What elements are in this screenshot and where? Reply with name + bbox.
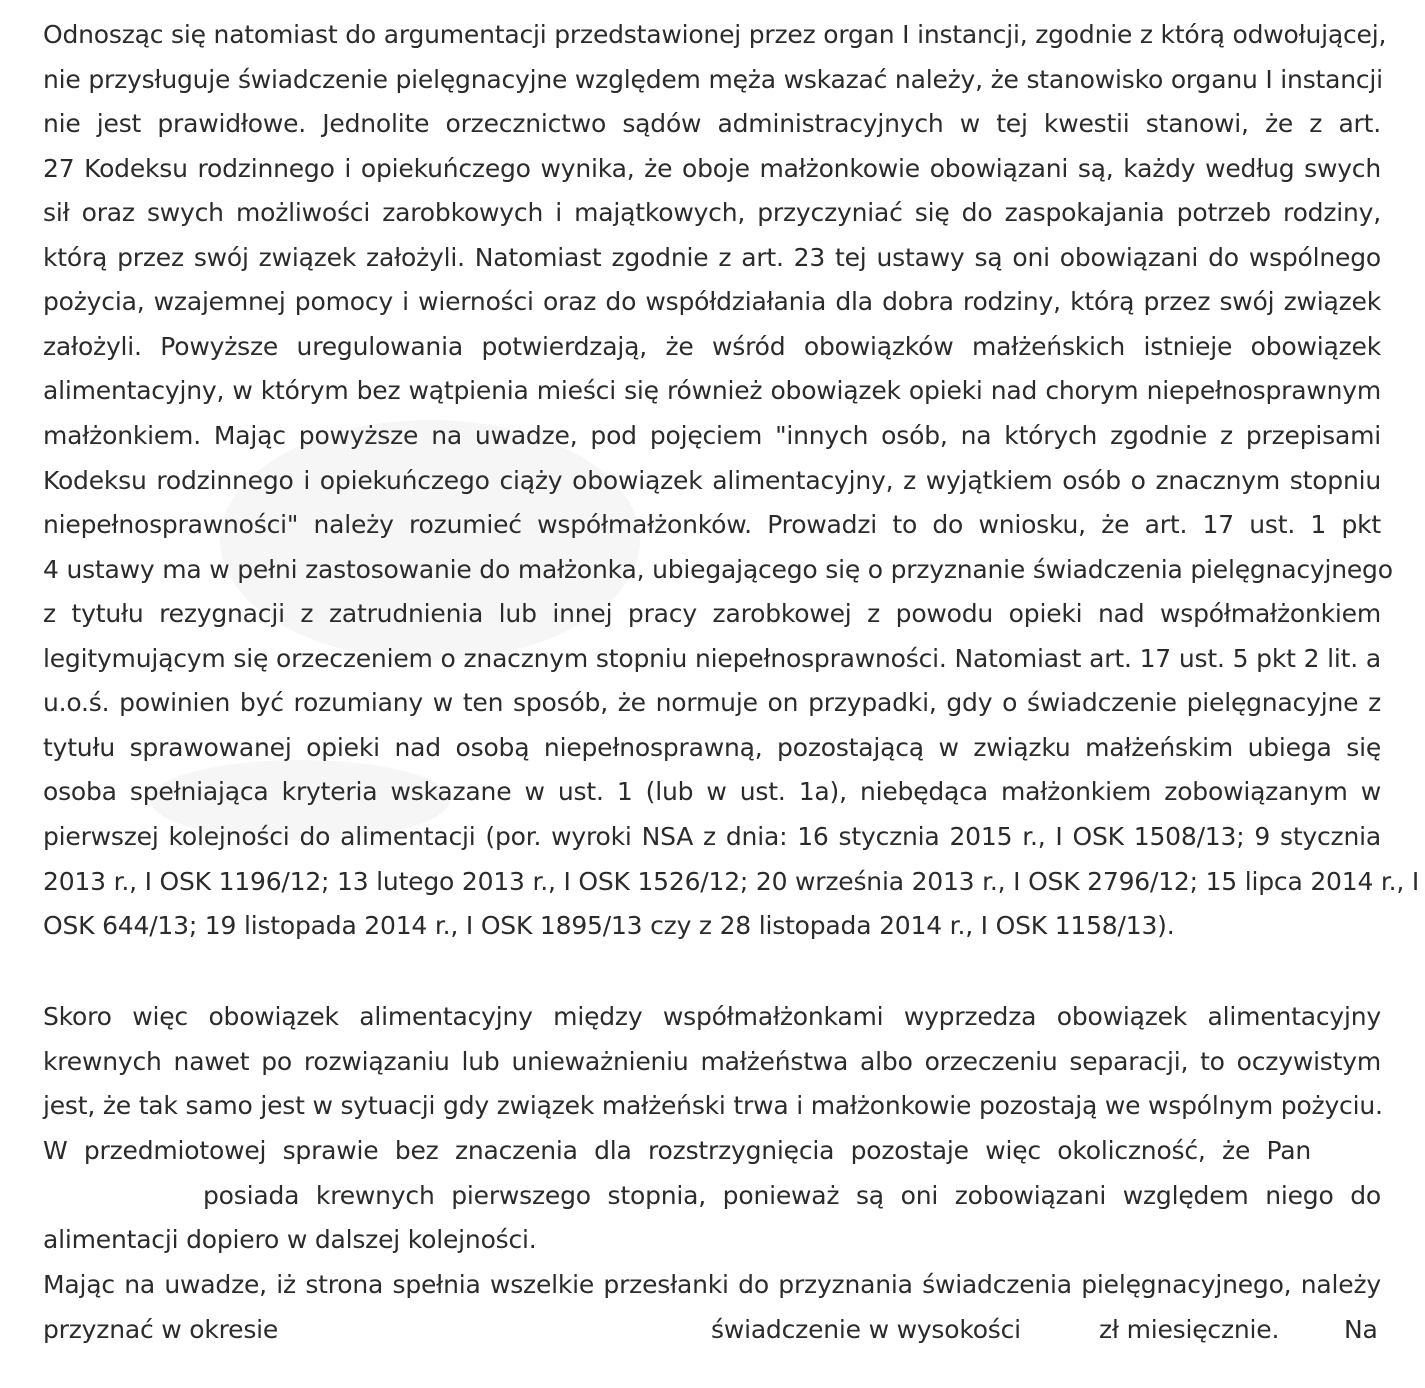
paragraph-line-part: przyznać w okresie bbox=[43, 1315, 279, 1344]
paragraph-line: niepełnosprawności" należy rozumieć współmałżonków. Prowadzi to do wniosku, że art. 17 ust. 1 pkt bbox=[43, 510, 1381, 539]
paragraph-line: tytułu sprawowanej opieki nad osobą niepełnosprawną, pozostającą w związku małżeńskim ubiega się bbox=[43, 733, 1381, 762]
paragraph-line: OSK 644/13; 19 listopada 2014 r., I OSK 1895/13 czy z 28 listopada 2014 r., I OSK 1158/13). bbox=[43, 911, 1175, 940]
paragraph-line: W przedmiotowej sprawie bez znaczenia dla rozstrzygnięcia pozostaje więc okoliczność, że Pan bbox=[43, 1136, 1311, 1165]
paragraph-line-part: Na bbox=[1344, 1315, 1378, 1344]
partial-bottom-line bbox=[43, 1348, 1381, 1388]
paragraph-line: Mając na uwadze, iż strona spełnia wszelkie przesłanki do przyznania świadczenia pielęgnacyjnego, należy bbox=[43, 1270, 1381, 1299]
paragraph-line: Skoro więc obowiązek alimentacyjny między współmałżonkami wyprzedza obowiązek alimentacyjny bbox=[43, 1002, 1381, 1031]
paragraph-line: pożycia, wzajemnej pomocy i wierności oraz do współdziałania dla dobra rodziny, którą przez swój związek bbox=[43, 287, 1381, 316]
partial-top-line bbox=[43, 0, 1381, 12]
paragraph-line: alimentacji dopiero w dalszej kolejności. bbox=[43, 1225, 537, 1254]
paragraph-line: pierwszej kolejności do alimentacji (por. wyroki NSA z dnia: 16 stycznia 2015 r., I OSK 1508/13; 9 stycznia bbox=[43, 822, 1381, 851]
paragraph-line: jest, że tak samo jest w sytuacji gdy związek małżeński trwa i małżonkowie pozostają we wspólnym pożyciu. bbox=[43, 1091, 1383, 1120]
paragraph-line: Kodeksu rodzinnego i opiekuńczego ciąży obowiązek alimentacyjny, z wyjątkiem osób o znacznym stopniu bbox=[43, 466, 1381, 495]
paragraph-line: osoba spełniająca kryteria wskazane w ust. 1 (lub w ust. 1a), niebędąca małżonkiem zobowiązanym w bbox=[43, 777, 1381, 806]
paragraph-line: 4 ustawy ma w pełni zastosowanie do małżonka, ubiegającego się o przyznanie świadczenia pielęgnacyjnego bbox=[43, 555, 1393, 584]
paragraph-line: Odnosząc się natomiast do argumentacji przedstawionej przez organ I instancji, zgodnie z którą odwołującej, bbox=[43, 20, 1387, 49]
paragraph-line: nie jest prawidłowe. Jednolite orzecznictwo sądów administracyjnych w tej kwestii stanowi, że z art. bbox=[43, 109, 1381, 138]
paragraph-line: u.o.ś. powinien być rozumiany w ten sposób, że normuje on przypadki, gdy o świadczenie pielęgnacyjne z bbox=[43, 688, 1381, 717]
paragraph-line: sił oraz swych możliwości zarobkowych i majątkowych, przyczyniać się do zaspokajania potrzeb rodziny, bbox=[43, 198, 1381, 227]
paragraph-line: małżonkiem. Mając powyższe na uwadze, pod pojęciem "innych osób, na których zgodnie z przepisami bbox=[43, 421, 1381, 450]
paragraph-line: legitymującym się orzeczeniem o znacznym stopniu niepełnosprawności. Natomiast art. 17 ust. 5 pkt 2 lit. a bbox=[43, 644, 1381, 673]
paragraph-line: 2013 r., I OSK 1196/12; 13 lutego 2013 r., I OSK 1526/12; 20 września 2013 r., I OSK 2796/12; 15 lipca 2014 r., I bbox=[43, 867, 1420, 896]
paragraph-line: krewnych nawet po rozwiązaniu lub unieważnieniu małżeństwa albo orzeczeniu separacji, to oczywistym bbox=[43, 1047, 1381, 1076]
paragraph-line: założyli. Powyższe uregulowania potwierdzają, że wśród obowiązków małżeńskich istnieje obowiązek bbox=[43, 332, 1381, 361]
paragraph-line-part: zł miesięcznie. bbox=[1099, 1315, 1280, 1344]
paragraph-line-part: świadczenie w wysokości bbox=[711, 1315, 1021, 1344]
paragraph-line: 27 Kodeksu rodzinnego i opiekuńczego wynika, że oboje małżonkowie obowiązani są, każdy według swych bbox=[43, 154, 1381, 183]
paragraph-line: nie przysługuje świadczenie pielęgnacyjne względem męża wskazać należy, że stanowisko organu I instancji bbox=[43, 65, 1383, 94]
paragraph-line: z tytułu rezygnacji z zatrudnienia lub innej pracy zarobkowej z powodu opieki nad współmałżonkiem bbox=[43, 599, 1381, 628]
paragraph-line: posiada krewnych pierwszego stopnia, ponieważ są oni zobowiązani względem niego do bbox=[203, 1181, 1381, 1210]
paragraph-line: alimentacyjny, w którym bez wątpienia mieści się również obowiązek opieki nad chorym niepełnosprawnym bbox=[43, 376, 1381, 405]
paragraph-line: którą przez swój związek założyli. Natomiast zgodnie z art. 23 tej ustawy są oni obowiązani do wspólnego bbox=[43, 243, 1381, 272]
